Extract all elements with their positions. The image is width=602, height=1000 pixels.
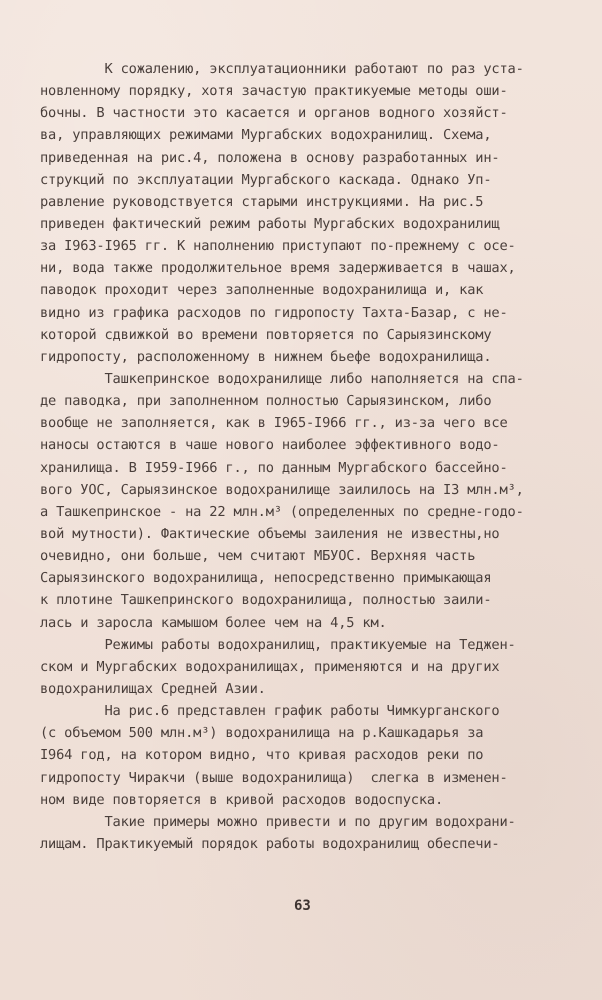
text-line-15: Ташкепринское водохранилище либо наполняется на спа-	[40, 370, 524, 387]
text-line-26: лась и заросла камышом более чем на 4,5 км.	[40, 614, 387, 631]
text-line-03: бочны. В частности это касается и органов водного хозяйст-	[40, 105, 508, 122]
text-line-34: ном виде повторяется в кривой расходов водоспуска.	[40, 791, 444, 808]
text-line-29: водохранилищах Средней Азии.	[40, 680, 266, 697]
text-line-04: ва, управляющих режимами Мургабских водохранилищ. Схема,	[40, 127, 492, 144]
text-line-24: Сарыязинского водохранилища, непосредственно примыкающая	[40, 570, 492, 587]
text-line-32: I964 год, на котором видно, что кривая расходов реки по	[40, 747, 484, 764]
text-line-06: струкций по эксплуатации Мургабского каскада. Однако Уп-	[40, 171, 492, 188]
text-line-22: вой мутности). Фактические объемы заиления не известны,но	[40, 525, 500, 542]
text-line-01: К сожалению, эксплуатационники работают по раз уста-	[40, 61, 524, 77]
text-line-33: гидропосту Чиракчи (выше водохранилища) слегка в изменен-	[40, 769, 508, 786]
text-line-35: Такие примеры можно привести и по другим водохрани-	[40, 813, 516, 830]
text-line-09: за I963-I965 гг. К наполнению приступают по-прежнему с осе-	[40, 238, 516, 255]
page-number: 63	[294, 898, 311, 914]
text-line-07: равление руководствуется старыми инструкциями. На рис.5	[40, 193, 484, 210]
text-line-31: (с объемом 500 млн.м³) водохранилища на р.Кашкадарья за	[40, 725, 484, 742]
text-line-18: наносы остаются в чаше нового наиболее эффективного водо-	[40, 437, 500, 454]
text-line-19: хранилища. В I959-I966 г., по данным Мургабского бассейно-	[40, 459, 508, 476]
text-line-02: новленному порядку, хотя зачастую практикуемые методы оши-	[40, 83, 508, 100]
text-line-14: гидропосту, расположенному в нижнем бьефе водохранилища.	[40, 348, 492, 365]
text-line-20: вого УОС, Сарыязинское водохранилище заилилось на I3 млн.м³,	[40, 481, 524, 498]
text-line-08: приведен фактический режим работы Мургабских водохранилищ	[40, 215, 500, 232]
text-line-23: очевидно, они больше, чем считают МБУОС. Верхняя часть	[40, 548, 476, 565]
text-line-36: лищам. Практикуемый порядок работы водохранилищ обеспечи-	[40, 835, 500, 852]
text-line-25: к плотине Ташкепринского водохранилища, полностью заили-	[40, 592, 492, 609]
text-line-17: вообще не заполняется, как в I965-I966 гг., из-за чего все	[40, 415, 508, 432]
text-line-05: приведенная на рис.4, положена в основу разработанных ин-	[40, 149, 500, 166]
text-line-16: де паводка, при заполненном полностью Сарыязинском, либо	[40, 393, 492, 410]
text-line-10: ни, вода также продолжительное время задерживается в чашах,	[40, 260, 516, 277]
text-line-28: ском и Мургабских водохранилищах, применяются и на других	[40, 658, 500, 675]
text-line-30: На рис.6 представлен график работы Чимкурганского	[40, 703, 500, 720]
text-line-27: Режимы работы водохранилищ, практикуемые на Теджен-	[40, 636, 516, 653]
text-line-21: а Ташкепринское - на 22 млн.м³ (определенных по средне-годо-	[40, 503, 524, 520]
text-line-12: видно из графика расходов по гидропосту Тахта-Базар, с не-	[40, 304, 508, 321]
text-line-11: паводок проходит через заполненные водохранилища и, как	[40, 282, 484, 299]
body-text	[40, 58, 552, 855]
text-line-13: которой сдвижкой во времени повторяется по Сарыязинскому	[40, 326, 492, 343]
